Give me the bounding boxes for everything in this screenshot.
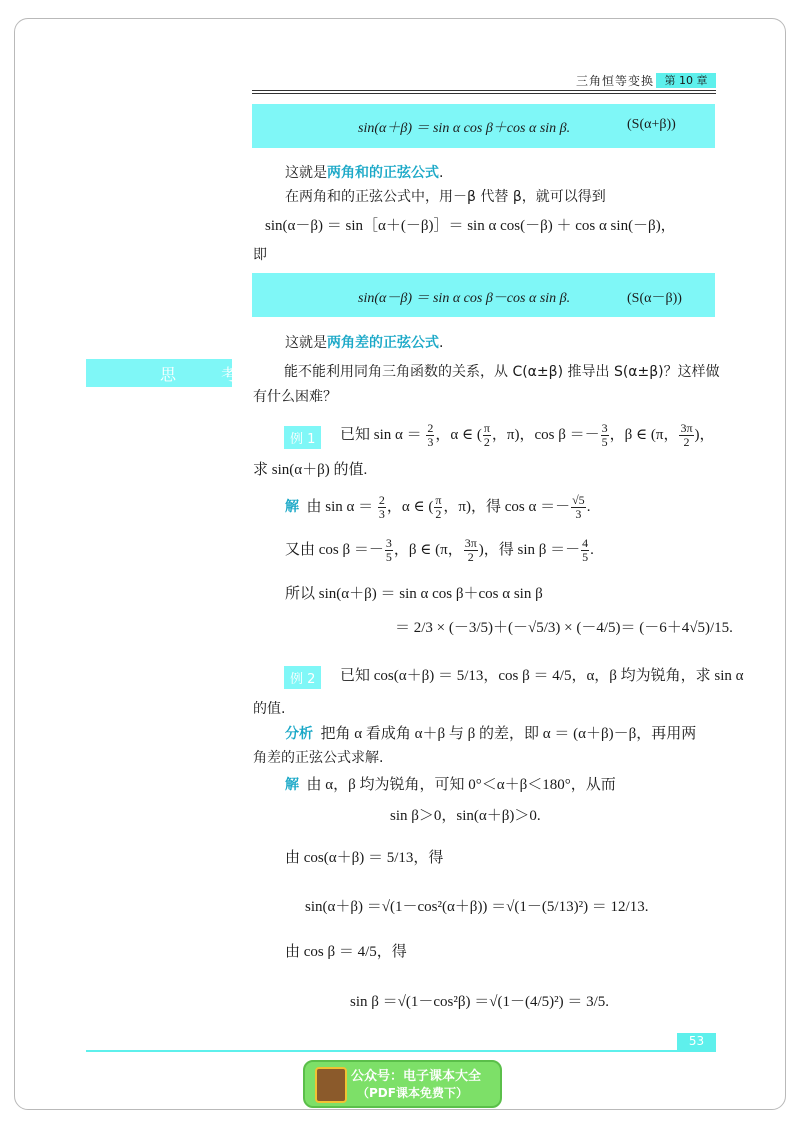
frac-3-5: $\frac{3}{5}$ <box>601 421 608 449</box>
example-2-solution-5: 由 cos β ＝ 4/5，得 <box>285 944 407 960</box>
think-line-1: 能不能利用同角三角函数的关系，从 C(α±β) 推导出 S(α±β)？这样做 <box>284 364 720 380</box>
formula-diff-tag: (S(α－β)) <box>627 291 682 306</box>
text-sum-intro: 这就是两角和的正弦公式. <box>285 165 444 181</box>
chapter-badge: 第 10 章 <box>656 73 716 88</box>
formula-sum: sin(α＋β) ＝ sin α cos β＋cos α sin β. <box>358 121 571 136</box>
header-rule-2 <box>252 93 716 94</box>
header-rule <box>252 90 716 91</box>
example-2-solution-2: sin β＞0，sin(α＋β)＞0. <box>390 808 541 824</box>
text-ji: 即 <box>253 247 267 263</box>
footer-rule <box>86 1050 716 1052</box>
banner-line-2: （PDF课本免费下） <box>357 1086 468 1100</box>
example-1-solution-1: 解 由 sin α ＝ $\frac{2}{3}$ ，α ∈ ( $\frac{\pi}{2}$ ，π)，得 cos α ＝－ $\frac{√5}{3}$ . <box>285 493 591 521</box>
text-substitution: 在两角和的正弦公式中，用－β 代替 β，就可以得到 <box>285 189 606 205</box>
example-2-line-1: 已知 cos(α＋β) ＝ 5/13，cos β ＝ 4/5，α，β 均为锐角，求 sin α <box>340 668 744 684</box>
example-1-solution-2: 又由 cos β ＝－ $\frac{3}{5}$ ，β ∈ (π， $\frac{3\pi}{2}$ )，得 sin β ＝－ $\frac{4}{5}$ . <box>285 536 594 564</box>
example-2-solution-1: 解 由 α，β 均为锐角，可知 0°＜α＋β＜180°，从而 <box>285 777 616 793</box>
example-2-solution-3: 由 cos(α＋β) ＝ 5/13，得 <box>285 850 444 866</box>
page-number: 53 <box>677 1033 716 1050</box>
example-2-solution-6: sin β ＝√(1－cos²β) ＝√(1－(4/5)²) ＝ 3/5. <box>350 994 610 1010</box>
formula-diff: sin(α－β) ＝ sin α cos β－cos α sin β. <box>358 291 571 306</box>
example-1-solution-3: 所以 sin(α＋β) ＝ sin α cos β＋cos α sin β <box>285 586 543 602</box>
header-title: 三角恒等变换 <box>576 74 655 88</box>
book-icon <box>315 1067 347 1103</box>
text-diff-intro: 这就是两角差的正弦公式. <box>285 335 444 351</box>
watermark-banner <box>303 1060 502 1108</box>
derivation-line: sin(α－β) ＝ sin［α＋(－β)］＝ sin α cos(－β) ＋ cos α sin(－β)， <box>265 218 676 234</box>
banner-line-1: 公众号：电子课本大全 <box>351 1069 482 1084</box>
example-2-analysis-2: 角差的正弦公式求解. <box>253 750 384 766</box>
formula-sum-tag: (S(α+β)) <box>627 117 676 132</box>
example-2-solution-4: sin(α＋β) ＝√(1－cos²(α＋β)) ＝√(1－(5/13)²) ＝ 12/13. <box>305 899 649 915</box>
example-2-analysis-1: 分析 把角 α 看成角 α＋β 与 β 的差，即 α ＝ (α＋β)－β，再用两 <box>285 726 697 742</box>
frac-pi-2: $\frac{\pi}{2}$ <box>483 421 490 449</box>
frac-3pi-2: $\frac{3\pi}{2}$ <box>680 421 693 449</box>
example-1-line-1: 已知 sin α ＝ $\frac{2}{3}$ ，α ∈ ( $\frac{\pi}{2}$ ，π)，cos β ＝－ $\frac{3}{5}$ ，β ∈ (π， $\frac{3\pi}{2}$ )， <box>340 421 715 449</box>
think-line-2: 有什么困难？ <box>253 389 337 405</box>
think-label: 思 考 <box>160 365 258 384</box>
example-1-solution-4: ＝ 2/3 × (－3/5)＋(－√5/3) × (－4/5)＝ (－6＋4√5)/15. <box>395 620 733 636</box>
example-2-line-2: 的值. <box>253 701 286 717</box>
example-2-tag: 例 2 <box>284 666 321 689</box>
example-1-tag: 例 1 <box>284 426 321 449</box>
frac-2-3: $\frac{2}{3}$ <box>427 421 434 449</box>
example-1-line-2: 求 sin(α＋β) 的值. <box>253 462 368 478</box>
